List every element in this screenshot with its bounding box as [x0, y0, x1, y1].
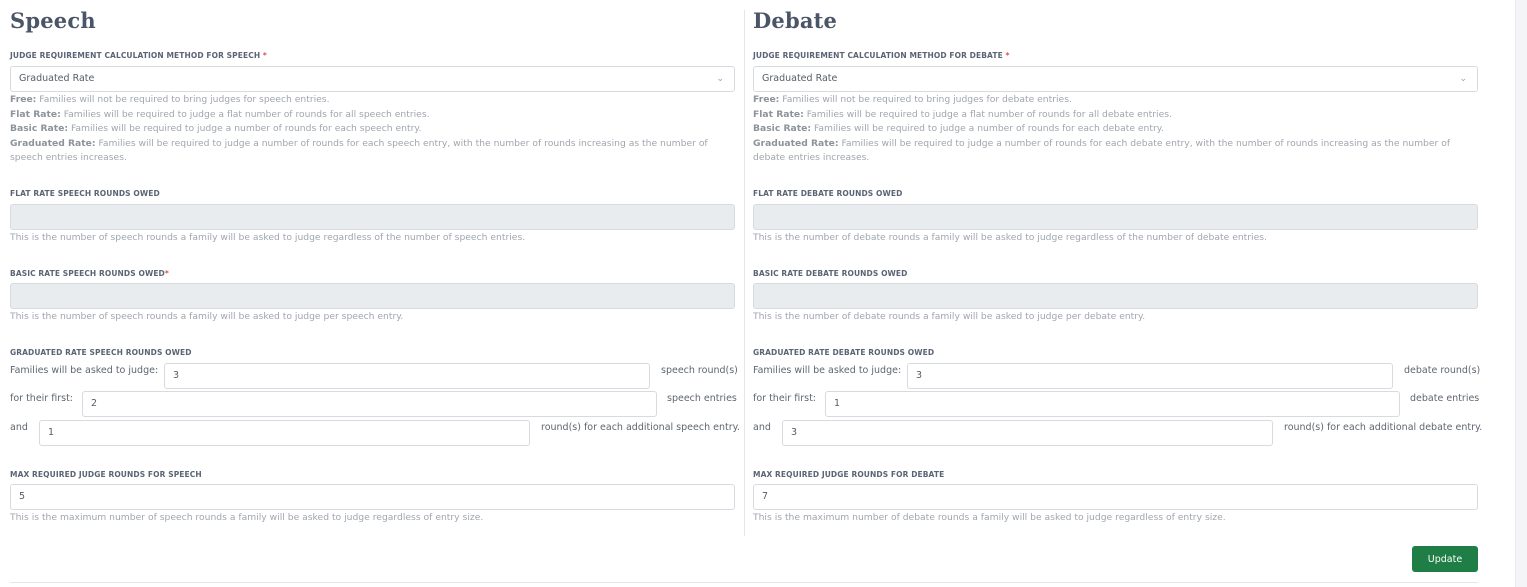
debate-graduated-label: GRADUATED RATE DEBATE ROUNDS OWED: [753, 348, 935, 357]
debate-flat-label: FLAT RATE DEBATE ROUNDS OWED: [753, 189, 903, 198]
speech-method-help: [10, 93, 725, 166]
speech-grad-row3-suffix: round(s) for each additional speech entry.: [541, 422, 740, 433]
debate-grad-rounds-input[interactable]: 3: [907, 363, 1393, 389]
debate-grad-row3-prefix: and: [753, 422, 771, 433]
debate-grad-row1-prefix: Families will be asked to judge:: [753, 365, 902, 376]
speech-max-label: MAX REQUIRED JUDGE ROUNDS FOR SPEECH: [10, 470, 202, 479]
debate-grad-row1-suffix: debate round(s): [1404, 365, 1481, 376]
debate-max-help: This is the maximum number of debate rounds a family will be asked to judge regardless of entry size.: [753, 512, 1226, 523]
required-marker: *: [1005, 51, 1010, 60]
speech-grad-additional-input[interactable]: 1: [39, 420, 530, 446]
speech-grad-row2-prefix: for their first:: [10, 393, 74, 404]
debate-title: Debate: [753, 8, 838, 33]
chevron-down-icon: ⌄: [716, 74, 724, 84]
chevron-down-icon: ⌄: [1459, 74, 1467, 84]
footer-divider: [10, 582, 1478, 583]
speech-grad-row1-prefix: Families will be asked to judge:: [10, 365, 159, 376]
text: Families will be required to judge a number of rounds for each speech entry.: [68, 123, 422, 134]
speech-max-help: This is the maximum number of speech rounds a family will be asked to judge regardless of entry size.: [10, 512, 484, 523]
required-marker: *: [262, 51, 267, 60]
speech-graduated-label: GRADUATED RATE SPEECH ROUNDS OWED: [10, 348, 192, 357]
debate-help-flat: [753, 108, 1468, 123]
text: Families will not be required to bring judges for speech entries.: [36, 94, 330, 105]
debate-help-basic: [753, 122, 1468, 137]
debate-flat-input[interactable]: [753, 204, 1478, 230]
debate-max-input[interactable]: 7: [753, 484, 1478, 510]
speech-flat-label: FLAT RATE SPEECH ROUNDS OWED: [10, 189, 160, 198]
speech-help-flat: [10, 108, 725, 123]
speech-grad-row2-suffix: speech entries: [667, 393, 737, 404]
speech-basic-input[interactable]: [10, 283, 735, 309]
speech-basic-help: This is the number of speech rounds a family will be asked to judge per speech entry.: [10, 311, 404, 322]
debate-max-label: MAX REQUIRED JUDGE ROUNDS FOR DEBATE: [753, 470, 945, 479]
text: Families will be required to judge a number of rounds for each debate entry, with the number of rounds increasing as the number of debate entries increases.: [753, 137, 1451, 163]
debate-method-selected-value: Graduated Rate: [762, 73, 838, 84]
update-button[interactable]: Update: [1412, 546, 1478, 572]
required-marker: *: [164, 269, 169, 278]
text: Families will not be required to bring judges for debate entries.: [779, 94, 1072, 105]
speech-flat-input[interactable]: [10, 204, 735, 230]
debate-method-label: [753, 51, 1010, 60]
debate-method-select[interactable]: [753, 66, 1478, 92]
speech-help-basic: [10, 122, 725, 137]
term: Graduated Rate:: [10, 137, 96, 149]
speech-flat-help: This is the number of speech rounds a family will be asked to judge regardless of the number of speech entries.: [10, 232, 526, 243]
text: Families will be required to judge a flat number of rounds for all debate entries.: [803, 108, 1172, 120]
term: Basic Rate:: [753, 123, 812, 134]
text: Families will be required to judge a number of rounds for each debate entry.: [811, 123, 1164, 134]
speech-grad-row1-suffix: speech round(s): [661, 365, 738, 376]
speech-grad-rounds-input[interactable]: 3: [164, 363, 650, 389]
debate-grad-additional-input[interactable]: 3: [782, 420, 1273, 446]
speech-basic-label-text: BASIC RATE SPEECH ROUNDS OWED: [10, 269, 165, 278]
debate-method-label-text: JUDGE REQUIREMENT CALCULATION METHOD FOR DEBATE: [753, 51, 1003, 60]
debate-basic-label: BASIC RATE DEBATE ROUNDS OWED: [753, 269, 908, 278]
debate-basic-help: This is the number of debate rounds a family will be asked to judge per debate entry.: [753, 311, 1146, 322]
speech-help-free: [10, 93, 725, 108]
speech-help-graduated: [10, 137, 725, 166]
scrollbar-track[interactable]: [1515, 0, 1527, 587]
debate-grad-row3-suffix: round(s) for each additional debate entry.: [1284, 422, 1483, 433]
debate-help-free: [753, 93, 1468, 108]
speech-method-label-text: JUDGE REQUIREMENT CALCULATION METHOD FOR SPEECH: [10, 51, 261, 60]
speech-max-input[interactable]: 5: [10, 484, 735, 510]
term: Flat Rate:: [10, 108, 61, 120]
text: Families will be required to judge a number of rounds for each speech entry, with the number of rounds increasing as the number of speech entries increases.: [10, 137, 708, 163]
text: Families will be required to judge a flat number of rounds for all speech entries.: [60, 108, 430, 120]
speech-method-select[interactable]: [10, 66, 735, 92]
speech-grad-first-entries-input[interactable]: 2: [82, 391, 657, 417]
term: Free:: [10, 94, 37, 105]
debate-grad-first-entries-input[interactable]: 1: [825, 391, 1400, 417]
debate-method-help: [753, 93, 1468, 166]
term: Graduated Rate:: [753, 137, 839, 149]
speech-title: Speech: [10, 8, 96, 33]
term: Free:: [753, 94, 780, 105]
debate-flat-help: This is the number of debate rounds a family will be asked to judge regardless of the number of debate entries.: [753, 232, 1267, 243]
debate-help-graduated: [753, 137, 1468, 166]
speech-grad-row3-prefix: and: [10, 422, 28, 433]
term: Flat Rate:: [753, 108, 804, 120]
debate-grad-row2-prefix: for their first:: [753, 393, 817, 404]
term: Basic Rate:: [10, 123, 69, 134]
speech-method-label: [10, 51, 267, 60]
debate-basic-input[interactable]: [753, 283, 1478, 309]
debate-grad-row2-suffix: debate entries: [1410, 393, 1480, 404]
column-divider: [744, 10, 745, 536]
speech-method-selected-value: Graduated Rate: [19, 73, 95, 84]
speech-basic-label: [10, 269, 169, 278]
